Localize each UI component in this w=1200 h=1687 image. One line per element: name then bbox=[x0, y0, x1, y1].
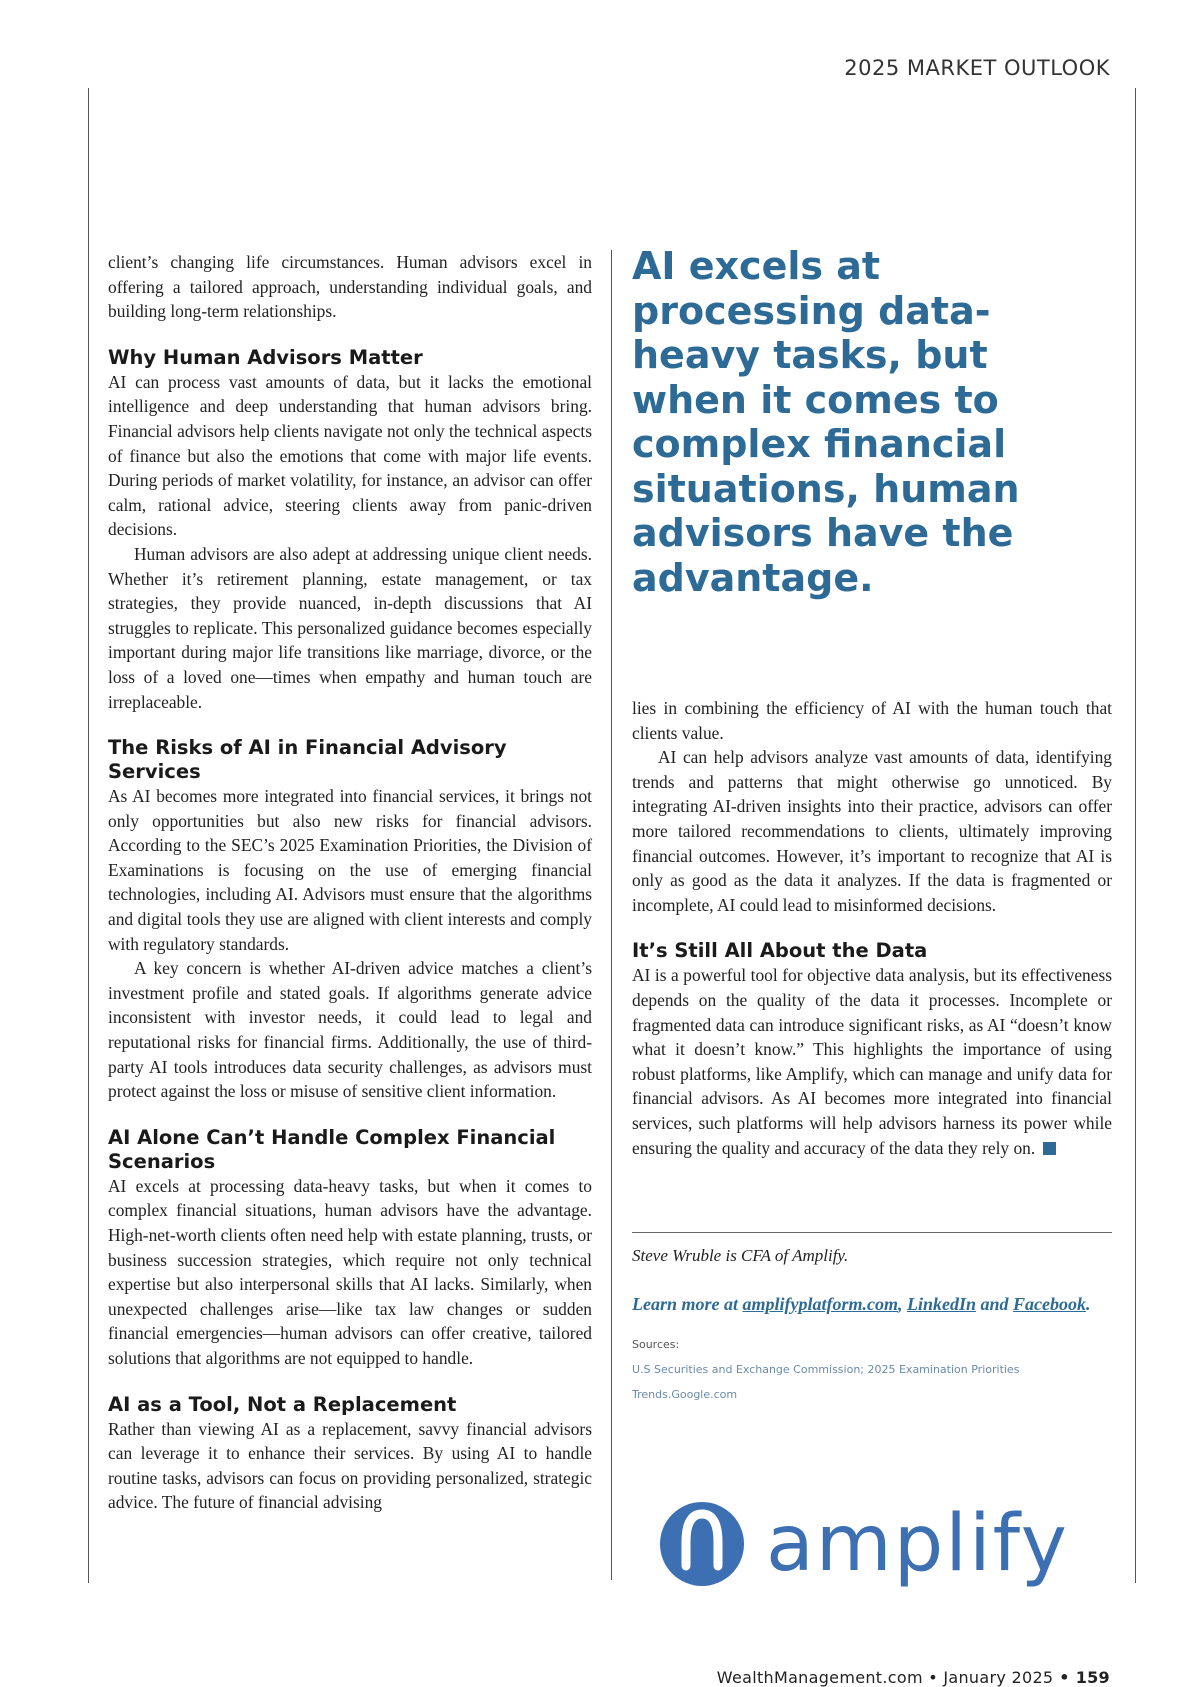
body-paragraph bbox=[632, 963, 1112, 1160]
section-heading: It’s Still All About the Data bbox=[632, 939, 928, 963]
footer-bullet: • bbox=[922, 1668, 944, 1687]
section-heading: Why Human Advisors Matter bbox=[108, 345, 423, 369]
footer-bullet: • bbox=[1053, 1668, 1076, 1687]
linkedin-link[interactable]: LinkedIn bbox=[906, 1294, 976, 1314]
left-column bbox=[108, 250, 592, 1515]
right-column bbox=[632, 696, 1112, 1160]
page-footer bbox=[717, 1668, 1110, 1687]
learn-more-separator: , bbox=[897, 1294, 907, 1314]
bio-divider bbox=[632, 1232, 1112, 1233]
section-heading: The Risks of AI in Financial Advisory Services bbox=[108, 736, 507, 784]
sources-block bbox=[632, 1338, 1019, 1413]
left-margin-rule bbox=[88, 88, 89, 1583]
intro-paragraph: client’s changing life circumstances. Human advisors excel in offering a tailored approach, understanding individual goals, and building long-term relationships. bbox=[108, 252, 592, 322]
author-bio: Steve Wruble is CFA of Amplify. bbox=[632, 1246, 849, 1265]
closing-paragraph-text: AI is a powerful tool for objective data analysis, but its effectiveness depends on the quality of the data it processes. Incomplete or fragmented data can introduce significant risks, as AI “doesn’t know what it doesn’t know.” This highlights the importance of using robust platforms, like Amplify, which can manage and unify data for financial advisors. As AI becomes more integrated into financial services, such platforms will help advisors harness its power while ensuring the quality and accuracy of the data they rely on. bbox=[632, 965, 1112, 1158]
learn-more-line bbox=[632, 1294, 1091, 1315]
body-paragraph: Rather than viewing AI as a replacement, savvy financial advisors can leverage it to enhance their services. By using AI to handle routine tasks, advisors can focus on providing personalized, strategic advice. The future of financial advising bbox=[108, 1418, 592, 1513]
section-heading: AI Alone Can’t Handle Complex Financial Scenarios bbox=[108, 1125, 556, 1173]
amplifyplatform-link[interactable]: amplifyplatform.com bbox=[742, 1294, 898, 1314]
body-paragraph: AI excels at processing data-heavy tasks, but when it comes to complex financial situations, human advisors have the advantage. High-net-worth clients often need help with estate planning, trusts, or business succession strategies, which require not only technical expertise but also interpersonal skills that AI lacks. Similarly, when unexpected challenges arise—like tax law changes or sudden financial emergencies—human advisors can offer creative, tailored solutions that algorithms are not equipped to handle. bbox=[108, 1175, 592, 1368]
body-paragraph: lies in combining the efficiency of AI with the human touch that clients value. bbox=[632, 698, 1112, 743]
body-paragraph: A key concern is whether AI-driven advice matches a client’s investment profile and stated goals. If algorithms generate advice inconsistent with investor needs, it could lead to legal and reputational risks for financial firms. Additionally, the use of third-party AI tools introduces data security challenges, as advisors must protect against the loss or misuse of sensitive client information. bbox=[108, 958, 592, 1102]
source-item: U.S Securities and Exchange Commission; 2025 Examination Priorities bbox=[632, 1363, 1020, 1376]
body-paragraph: AI can process vast amounts of data, but it lacks the emotional intelligence and deep understanding that human advisors bring. Financial advisors help clients navigate not only the technical aspects of finance but also the emotions that come with major life events. During periods of market volatility, for instance, an advisor can offer calm, rational advice, steering clients away from panic-driven decisions. bbox=[108, 371, 592, 540]
facebook-link[interactable]: Facebook bbox=[1013, 1294, 1086, 1314]
right-margin-rule bbox=[1135, 88, 1136, 1583]
page-number: 159 bbox=[1075, 1668, 1110, 1687]
body-paragraph: As AI becomes more integrated into financial services, it brings not only opportunities but also new risks for financial advisors. According to the SEC’s 2025 Examination Priorities, the Division of Examinations is focusing on the use of emerging financial technologies, including AI. Advisors must ensure that the algorithms and digital tools they use are aligned with client interests and comply with regulatory standards. bbox=[108, 786, 592, 954]
sources-label: Sources: bbox=[632, 1338, 680, 1351]
column-divider bbox=[611, 250, 612, 1580]
footer-date: January 2025 bbox=[943, 1668, 1054, 1687]
end-mark-square bbox=[1043, 1142, 1056, 1155]
footer-site: WealthManagement.com bbox=[716, 1668, 923, 1687]
running-header: 2025 MARKET OUTLOOK bbox=[844, 56, 1110, 80]
source-item: Trends.Google.com bbox=[632, 1388, 738, 1401]
body-paragraph: AI can help advisors analyze vast amounts of data, identifying trends and patterns that might otherwise go unnoticed. By integrating AI-driven insights into their practice, advisors can offer more tailored recommendations to clients, ultimately improving financial outcomes. However, it’s important to recognize that AI is only as good as the data it analyzes. If the data is fragmented or incomplete, AI could lead to misinformed decisions. bbox=[632, 747, 1112, 915]
learn-more-suffix: . bbox=[1086, 1294, 1091, 1314]
amplify-logo bbox=[660, 1486, 1090, 1602]
section-heading: AI as a Tool, Not a Replacement bbox=[108, 1392, 457, 1416]
body-paragraph: Human advisors are also adept at addressing unique client needs. Whether it’s retirement planning, estate management, or tax strategies, they provide nuanced, in-depth discussions that AI struggles to replicate. This personalized guidance becomes especially important during major life transitions like marriage, divorce, or the loss of a loved one—times when empathy and human touch are irreplaceable. bbox=[108, 543, 592, 712]
pull-quote: AI excels at processing data-heavy tasks, but when it comes to complex financial situations, human advisors have the advantage. bbox=[632, 244, 1020, 600]
amplify-logo-wordmark: amplify bbox=[766, 1499, 1069, 1589]
learn-more-prefix: Learn more at bbox=[632, 1294, 743, 1314]
learn-more-separator: and bbox=[976, 1294, 1014, 1314]
